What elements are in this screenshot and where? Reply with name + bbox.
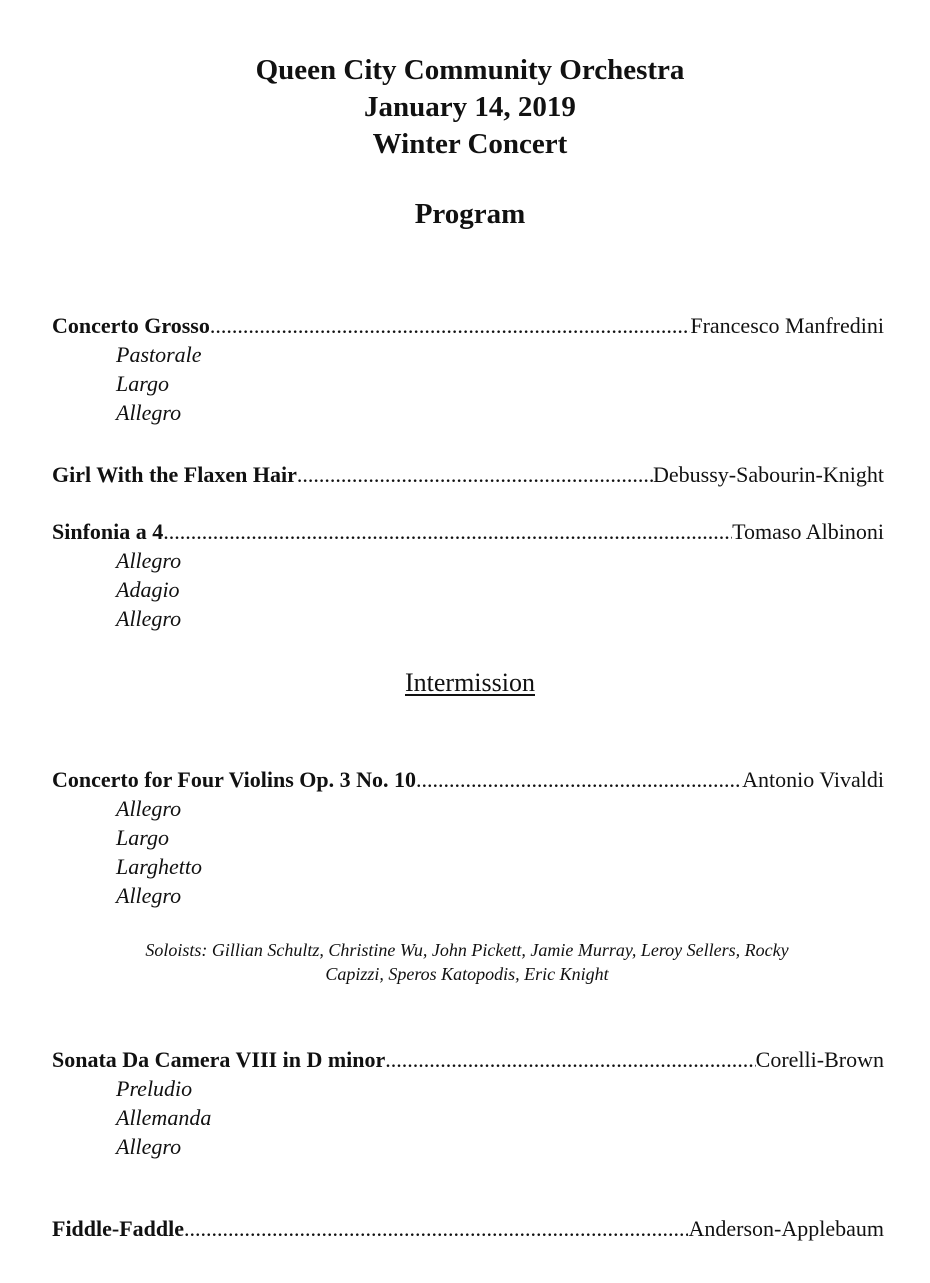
piece-sinfonia-a-4	[52, 518, 884, 633]
movement-list	[52, 1074, 884, 1161]
piece-composer: Tomaso Albinoni	[732, 519, 884, 544]
movement: Allegro	[116, 400, 182, 425]
movement-list	[52, 546, 884, 633]
piece-title: Sinfonia a 4	[52, 519, 164, 544]
piece-row	[52, 1046, 884, 1074]
program-title: Program	[414, 198, 526, 230]
soloists-list	[72, 938, 862, 986]
movement: Allegro	[116, 796, 182, 821]
soloists-line: Soloists: Gillian Schultz, Christine Wu, John Pickett, Jamie Murray, Leroy Sellers, Rocky	[145, 940, 789, 960]
dot-leader	[297, 461, 653, 489]
piece-girl-with-the-flaxen-hair	[52, 461, 884, 489]
dot-leader	[416, 766, 742, 794]
piece-concerto-grosso	[52, 312, 884, 427]
piece-row	[52, 312, 884, 340]
movement: Larghetto	[116, 854, 202, 879]
movement: Pastorale	[116, 342, 202, 367]
orchestra-name: Queen City Community Orchestra	[255, 54, 685, 86]
piece-composer: Debussy-Sabourin-Knight	[653, 462, 884, 487]
movement: Adagio	[116, 577, 180, 602]
piece-title: Sonata Da Camera VIII in D minor	[52, 1047, 386, 1072]
dot-leader	[210, 312, 690, 340]
dot-leader	[385, 1046, 755, 1074]
soloists-line: Capizzi, Speros Katopodis, Eric Knight	[325, 964, 609, 984]
piece-title: Concerto for Four Violins Op. 3 No. 10	[52, 767, 417, 792]
piece-composer: Anderson-Applebaum	[688, 1216, 884, 1241]
piece-row	[52, 1215, 884, 1243]
piece-row	[52, 766, 884, 794]
piece-concerto-for-four-violins	[52, 766, 884, 910]
piece-title: Girl With the Flaxen Hair	[52, 462, 297, 487]
piece-composer: Antonio Vivaldi	[742, 767, 884, 792]
movement-list	[52, 794, 884, 910]
piece-sonata-da-camera	[52, 1046, 884, 1161]
dot-leader	[184, 1215, 688, 1243]
movement: Largo	[116, 825, 169, 850]
piece-composer: Corelli-Brown	[755, 1047, 884, 1072]
concert-date: January 14, 2019	[364, 91, 576, 123]
piece-row	[52, 518, 884, 546]
piece-title: Fiddle-Faddle	[52, 1216, 185, 1241]
movement: Allegro	[116, 883, 182, 908]
intermission-heading: Intermission	[405, 668, 535, 697]
movement: Allegro	[116, 548, 182, 573]
dot-leader	[163, 518, 732, 546]
movement-list	[52, 340, 884, 427]
piece-row	[52, 461, 884, 489]
concert-name: Winter Concert	[372, 128, 568, 160]
movement: Allegro	[116, 606, 182, 631]
piece-fiddle-faddle	[52, 1215, 884, 1243]
movement: Largo	[116, 371, 169, 396]
movement: Preludio	[116, 1076, 193, 1101]
movement: Allegro	[116, 1134, 182, 1159]
piece-composer: Francesco Manfredini	[690, 313, 884, 338]
movement: Allemanda	[116, 1105, 212, 1130]
program-header	[0, 52, 930, 163]
piece-title: Concerto Grosso	[52, 313, 210, 338]
